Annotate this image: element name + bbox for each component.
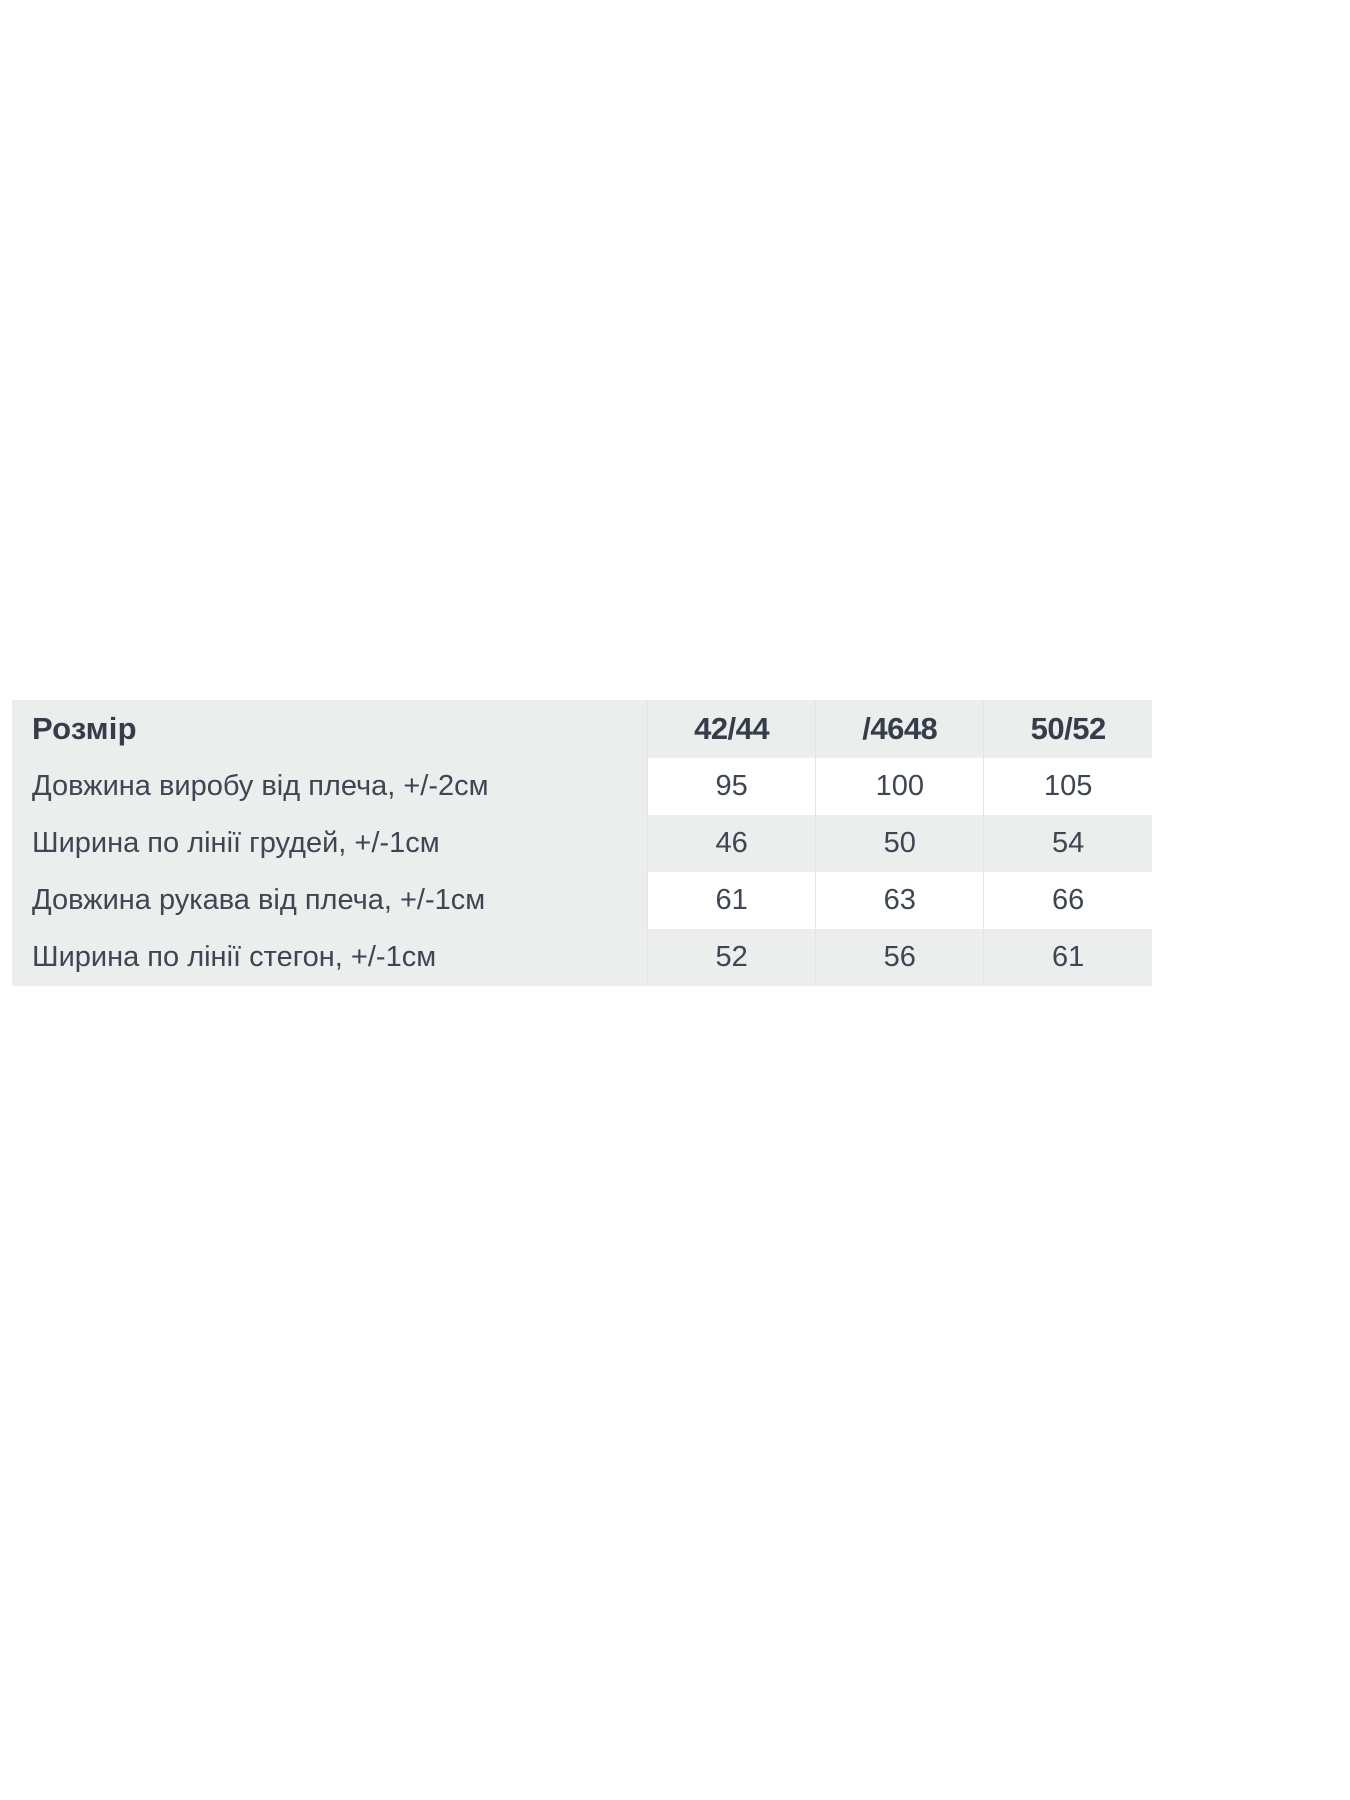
header-size-0: 42/44 xyxy=(648,700,816,758)
table-row xyxy=(12,929,1152,986)
row-value: 52 xyxy=(648,929,816,986)
row-value: 61 xyxy=(648,872,816,929)
row-value: 66 xyxy=(984,872,1152,929)
row-value: 105 xyxy=(984,758,1152,815)
table-header-row xyxy=(12,700,1152,758)
table-row xyxy=(12,758,1152,815)
row-value: 100 xyxy=(816,758,984,815)
header-size-1: /4648 xyxy=(816,700,984,758)
header-size-2: 50/52 xyxy=(984,700,1152,758)
table-row xyxy=(12,872,1152,929)
row-value: 46 xyxy=(648,815,816,872)
row-value: 61 xyxy=(984,929,1152,986)
row-value: 50 xyxy=(816,815,984,872)
row-value: 54 xyxy=(984,815,1152,872)
row-value: 63 xyxy=(816,872,984,929)
header-size-label: Розмір xyxy=(12,700,648,758)
row-label: Ширина по лінії стегон, +/-1см xyxy=(12,929,648,986)
row-value: 56 xyxy=(816,929,984,986)
row-value: 95 xyxy=(648,758,816,815)
size-chart xyxy=(12,700,1152,986)
size-table xyxy=(12,700,1152,986)
row-label: Довжина рукава від плеча, +/-1см xyxy=(12,872,648,929)
row-label: Ширина по лінії грудей, +/-1см xyxy=(12,815,648,872)
row-label: Довжина виробу від плеча, +/-2см xyxy=(12,758,648,815)
table-row xyxy=(12,815,1152,872)
